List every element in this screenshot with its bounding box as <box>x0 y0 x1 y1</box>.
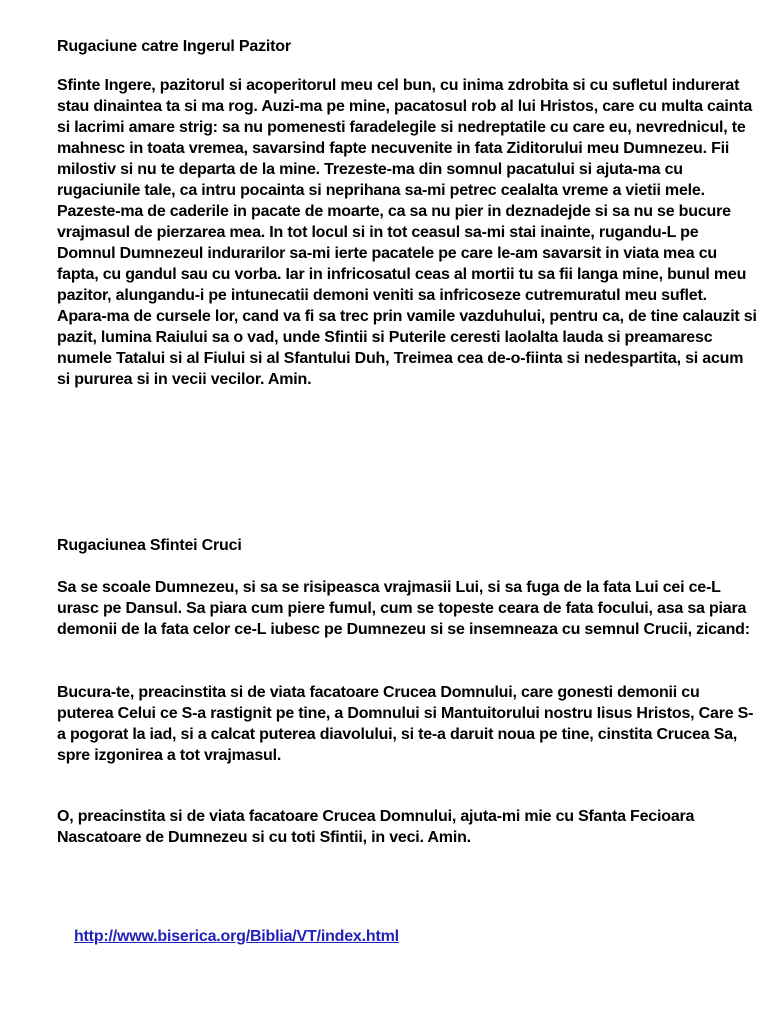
prayer-title-holy-cross: Rugaciunea Sfintei Cruci <box>57 537 242 554</box>
prayer-paragraph-holy-cross-3: O, preacinstita si de viata facatoare Crucea Domnului, ajuta-mi mie cu Sfanta Fecioara Nascatoare de Dumnezeu si cu toti Sfintii, in veci. Amin. <box>57 808 699 846</box>
prayer-paragraph-holy-cross-2: Bucura-te, preacinstita si de viata facatoare Crucea Domnului, care gonesti demonii cu puterea Celui ce S-a rastignit pe tine, a Domnului si Mantuitorului nostru Iisus Hristos, Care S-a pogorat la iad, si a calcat puterea diavolului, si te-a daruit noua pe tine, cinstita Crucea Sa, spre izgonirea a tot vrajmasul. <box>57 684 754 764</box>
biserica-biblia-link[interactable]: http://www.biserica.org/Biblia/VT/index.html <box>73 928 399 945</box>
prayer-paragraph-guardian-angel: Sfinte Ingere, pazitorul si acoperitorul meu cel bun, cu inima zdrobita si cu sufletul indurerat stau dinaintea ta si ma rog. Auzi-ma pe mine, pacatosul rob al lui Hristos, care cu multa cainta si lacrimi amare strig: sa nu pomenesti faradelegile si nedreptatile cu care eu, nevrednicul, te mahnesc in toata vremea, savarsind fapte necuvenite in fata Ziditorului meu Dumnezeu. Fii milostiv si nu te departa de la mine. Trezeste-ma din somnul pacatului si ajuta-ma cu rugaciunile tale, ca intru pocainta si neprihana sa-mi petrec cealalta vreme a vietii mele. Pazeste-ma de caderile in pacate de moarte, ca sa nu pier in deznadejde si sa nu se bucure vrajmasul de pierzarea mea. In tot locul si in tot ceasul sa-mi stai inainte, rugandu-L pe Domnul Dumnezeul indurarilor sa-mi ierte pacatele pe care le-am savarsit in viata mea cu fapta, cu gandul sau cu vorba. Iar in infricosatul ceas al mortii tu sa fii langa mine, bunul meu pazitor, alungandu-i pe intunecatii demoni veniti sa infricoseze cutremuratul meu suflet. Apara-ma de cursele lor, cand va fi sa trec prin vamile vazduhului, pentru ca, de tine calauzit si pazit, lumina Raiului sa o vad, unde Sfintii si Puterile ceresti laolalta lauda si preamaresc numele Tatalui si al Fiului si al Sfantului Duh, Treimea cea de-o-fiinta si nedespartita, si acum si pururea si in vecii vecilor. Amin. <box>57 77 762 388</box>
prayer-paragraph-holy-cross-1: Sa se scoale Dumnezeu, si sa se risipeasca vrajmasii Lui, si sa fuga de la fata Lui cei ce-L urasc pe Dansul. Sa piara cum piere fumul, cum se topeste ceara de fata focului, asa sa piara demonii de la fata celor ce-L iubesc pe Dumnezeu si se insemneaza cu semnul Crucii, zicand: <box>57 579 751 638</box>
prayer-title-guardian-angel: Rugaciune catre Ingerul Pazitor <box>57 38 291 55</box>
footer-link-line <box>57 905 757 968</box>
